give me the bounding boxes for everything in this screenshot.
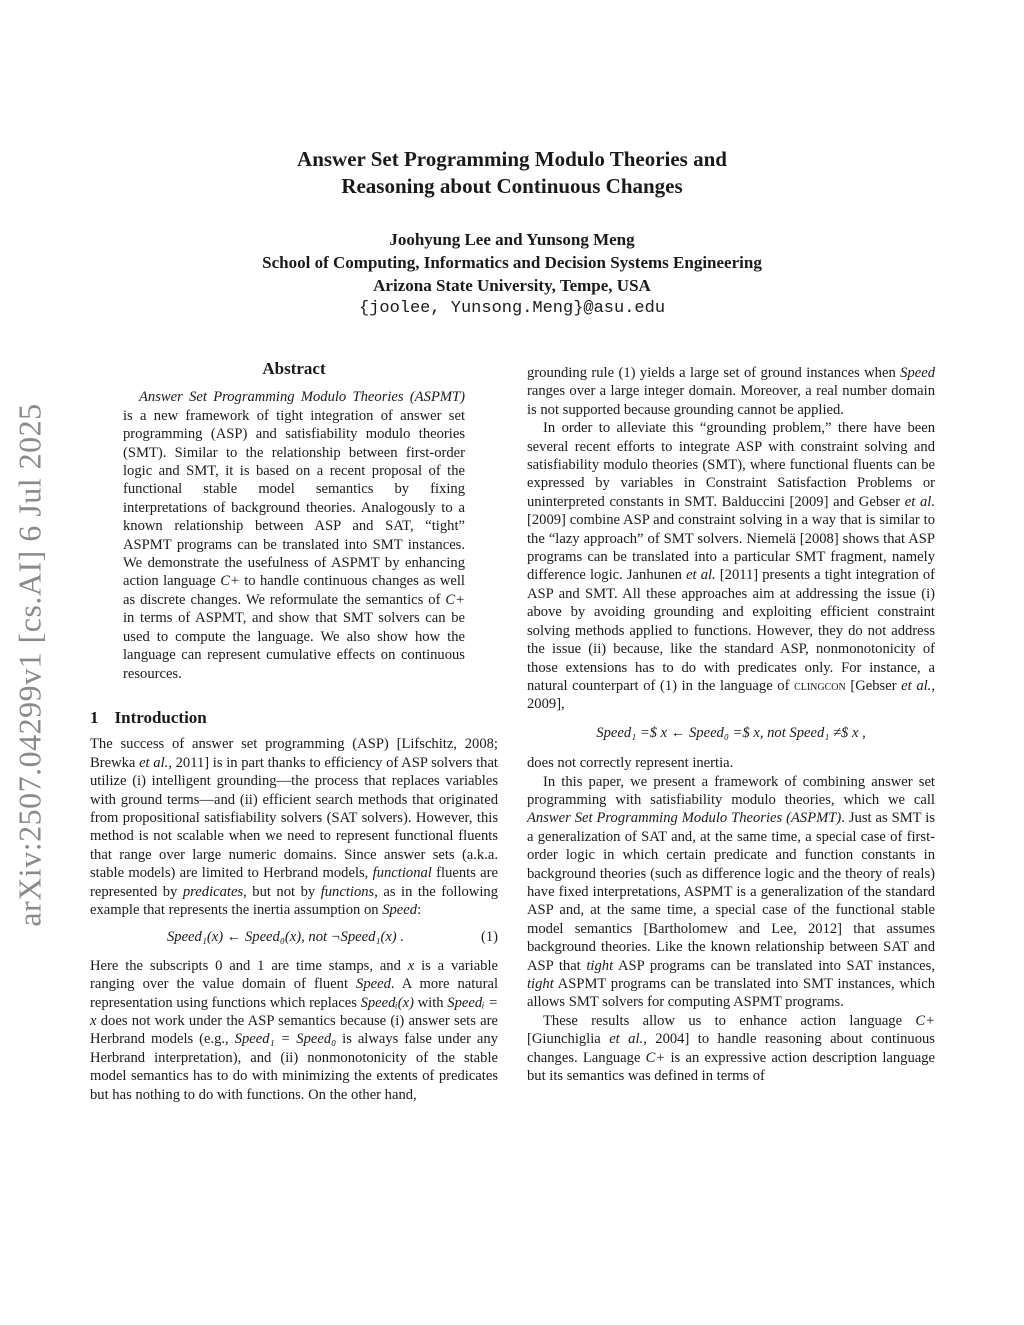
cplus-symbol: C+ — [220, 573, 240, 590]
title-line-2: Reasoning about Continuous Changes — [341, 174, 683, 198]
equation-2: Speed₁ =$ x ← Speed₀ =$ x, not Speed₁ ≠$ x , — [596, 724, 866, 741]
equation-1-formula: Speed₁(x) ← Speed₀(x), not ¬Speed₁(x) . — [166, 929, 404, 946]
right-paragraph-1: grounding rule (1) yields a large set of ground instances when Speed ranges over a large integer domain. Moreover, a real number domain is not supported because grounding cannot be applied. — [527, 365, 935, 418]
section-title: Introduction — [114, 707, 207, 727]
title-line-1: Answer Set Programming Modulo Theories and — [297, 147, 727, 171]
author-block — [0, 228, 1024, 320]
right-paragraph-2: In order to alleviate this “grounding problem,” there have been several recent efforts to integrate ASP with constraint solving and satisfiability modulo theories (SMT), where functional fluents can be expressed by variables in Constraint Satisfaction Problems or uninterpreted constants in SMT. Balduccini [2009] and Gebser et al. [2009] combine ASP and constraint solving in a way that is similar to the “lazy approach” of SMT solvers. Niemelä [2008] shows that ASP programs can be translated into a particular SMT fragment, namely difference logic. Janhunen et al. [2011] presents a tight integration of ASP and SMT. All these approaches aim at addressing the issue (i) above by avoiding grounding and exploiting efficient constraint solving methods applied to functions. However, they do not address the issue (ii) because, like the standard ASP, nonmonotonicity of those extensions has to do with predicates only. For instance, a natural counterpart of (1) in the language of clingcon [Gebser et al., 2009], — [527, 420, 935, 713]
intro-paragraph-1: The success of answer set programming (ASP) [Lifschitz, 2008; Brewka et al., 2011] is in part thanks to efficiency of ASP solvers that utilize (i) intelligent grounding—the process that replaces variables with ground terms—and (ii) efficient search methods that originated from propositional satisfiability solvers (SAT solvers). However, this method is not scalable when we need to represent functional fluents that range over large numeric domains. Since answer sets (a.k.a. stable models) are limited to Herbrand models, functional fluents are represented by predicates, but not by functions, as in the following example that represents the inertia assumption on Speed: — [90, 736, 498, 918]
cplus-symbol: C+ — [445, 591, 465, 608]
right-paragraph-5: These results allow us to enhance action language C+ [Giunchiglia et al., 2004] to handle reasoning about continuous changes. Language C+ is an expressive action description language but its semantics was defined in terms of — [527, 1012, 935, 1085]
author-names: Joohyung Lee and Yunsong Meng — [389, 230, 635, 249]
author-affiliation: School of Computing, Informatics and Decision Systems Engineering — [262, 253, 762, 272]
abstract-heading: Abstract — [262, 359, 326, 378]
arxiv-stamp — [8, 390, 52, 940]
section-number: 1 — [90, 707, 99, 727]
left-column — [90, 360, 498, 1104]
paper-title — [0, 146, 1024, 200]
abstract-text: Answer Set Programming Modulo Theories (ASPMT) is a new framework of tight integration of answer set programming (ASP) and satisfiability modulo theories (SMT). Similar to the relationship between first-order logic and SMT, it is based on a recent proposal of the functional stable model semantics by fixing interpretations of background theories. Analogously to a known relationship between ASP and SAT, “tight” ASPMT programs can be translated into SMT instances. We demonstrate the usefulness of ASPMT by enhancing action language C+ to handle continuous changes as well as discrete changes. We reformulate the semantics of C+ in terms of ASPMT, and show that SMT solvers can be used to compute the language. We also show how the language can represent cumulative effects on continuous resources. — [123, 389, 465, 682]
arxiv-stamp-text: arXiv:2507.04299v1 [cs.AI] 6 Jul 2025 — [11, 403, 48, 927]
author-email: {joolee, Yunsong.Meng}@asu.edu — [358, 299, 666, 318]
section-heading-introduction — [90, 709, 498, 727]
right-paragraph-4: In this paper, we present a framework of combining answer set programming with satisfiability modulo theories, which we call Answer Set Programming Modulo Theories (ASPMT). Just as SMT is a generalization of SAT and, at the same time, a special case of first-order logic in which certain predicate and function constants in background theories (such as difference logic and the theory of reals) have fixed interpretations, ASPMT is a generalization of the standard ASP and, at the same time, a special case of the functional stable model semantics [Bartholomew and Lee, 2012] that assumes background theories. Like the known relationship between SAT and ASP that tight ASP programs can be translated into SAT instances, tight ASPMT programs can be translated into SMT instances, which allows SMT solvers for computing ASPMT programs. — [527, 773, 935, 1011]
right-column — [527, 364, 935, 1085]
clingcon-name: clingcon — [794, 677, 846, 694]
author-university: Arizona State University, Tempe, USA — [373, 276, 651, 295]
equation-1-label: (1) — [480, 929, 498, 946]
abstract-lead: Answer Set Programming Modulo Theories (ASPMT) — [139, 389, 465, 406]
equation-1 — [90, 928, 498, 946]
right-paragraph-3: does not correctly represent inertia. — [527, 755, 734, 772]
intro-paragraph-2: Here the subscripts 0 and 1 are time stamps, and x is a variable ranging over the value domain of fluent Speed. A more natural representation using functions which replaces Speedᵢ(x) with Speedᵢ = x does not work under the ASP semantics because (i) answer sets are Herbrand models (e.g., Speed₁ = Speed₀ is always false under any Herbrand interpretation), and (ii) nonmonotonicity of the stable model semantics has to do with minimizing the extents of predicates but has nothing to do with functions. On the other hand, — [90, 957, 499, 1103]
